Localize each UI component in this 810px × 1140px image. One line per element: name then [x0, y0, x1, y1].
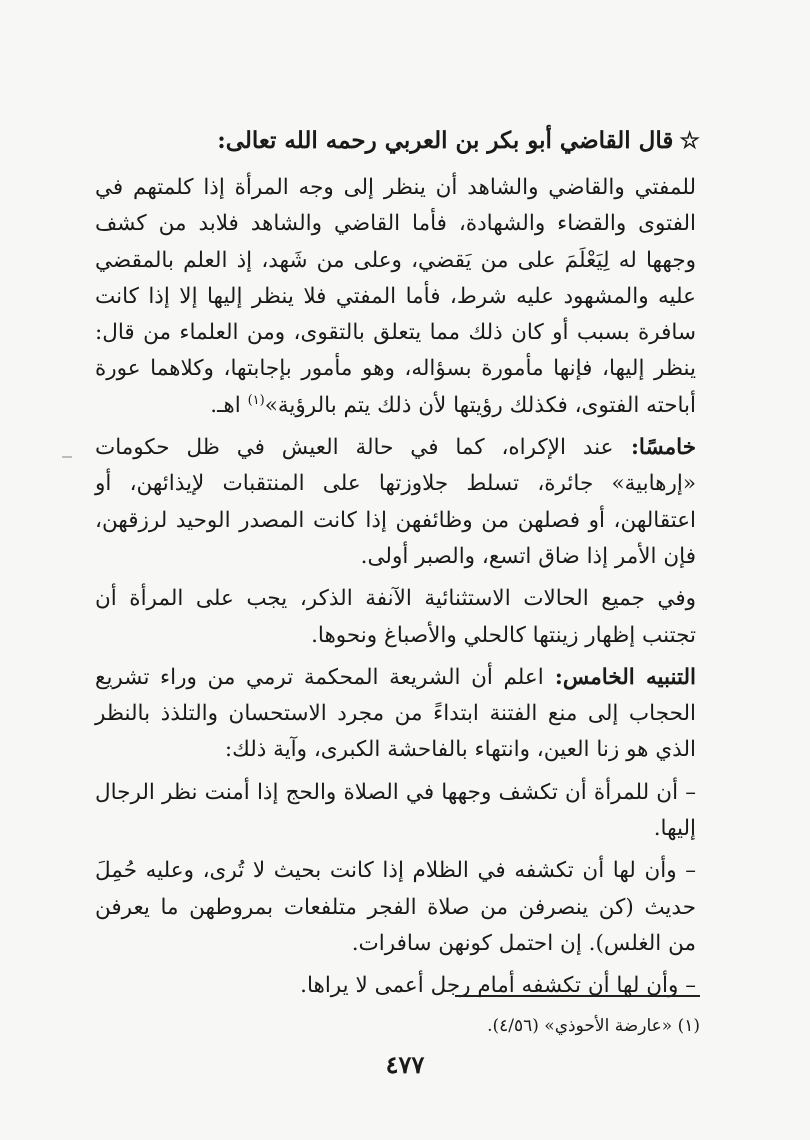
heading-text: قال القاضي أبو بكر بن العربي رحمه الله تعالى: [217, 127, 674, 154]
section-heading [95, 120, 700, 162]
list-item [95, 853, 700, 962]
page-number: ٤٧٧ [385, 1050, 425, 1079]
paragraph-fifth-note [95, 660, 700, 769]
footnote-separator [455, 995, 700, 997]
paragraph-lead: خامسًا: [613, 435, 696, 461]
margin-mark [62, 456, 72, 458]
paragraph-text: للمفتي والقاضي والشاهد أن ينظر إلى وجه المرأة إذا كلمتهم في الفتوى والقضاء والشهادة، فأما القاضي والشاهد فلابد من كشف وجهها له لِيَعْلَمَ على من يَقضي، وعلى من شَهد، إذ العلم بالمقضي عليه والمشهود عليه شرط، فأما المفتي فلا ينظر إليها إلا إذا كانت سافرة بسبب أو كان ذلك مما يتعلق بالتقوى، ومن العلماء من قال: ينظر إليها، فإنها مأمورة بسؤاله، وهو مأمور بإجابتها، وكلاهما عورة أباحته الفتوى، فكذلك رؤيتها لأن ذلك يتم بالرؤية» [95, 175, 696, 418]
paragraph-text: – أن للمرأة أن تكشف وجهها في الصلاة والحج إذا أمنت نظر الرجال إليها. [95, 779, 696, 842]
list-item [95, 775, 700, 848]
paragraph-fifth [95, 430, 700, 575]
paragraph-exceptions [95, 581, 700, 654]
footnote-ref: (١) [247, 392, 265, 408]
paragraph-lead: التنبيه الخامس: [543, 664, 696, 690]
paragraph-text: عند الإكراه، كما في حالة العيش في ظل حكومات «إرهابية» جائرة، تسلط جلاوزتها على المنتقبات لإيذائهن، أو اعتقالهن، أو فصلهن من وظائفهن إذا كانت المصدر الوحيد لرزقهن، فإن الأمر إذا ضاق اتسع، والصبر أولى. [95, 435, 696, 569]
footnote: (١) «عارضة الأحوذي» (٤/٥٦). [487, 1016, 700, 1036]
paragraph-text: اعلم أن الشريعة المحكمة ترمي من وراء تشريع الحجاب إلى منع الفتنة ابتداءً من مجرد الاستحسان والتلذذ بالنظر الذي هو زنا العين، وانتهاء بالفاحشة الكبرى، وآية ذلك: [95, 664, 696, 763]
paragraph-text: وفي جميع الحالات الاستثنائية الآنفة الذكر، يجب على المرأة أن تجتنب إظهار زينتها كالحلي والأصباغ ونحوها. [95, 586, 696, 648]
paragraph-quote: للمفتي والقاضي والشاهد أن ينظر إلى وجه المرأة إذا كلمتهم في الفتوى والقضاء والشهادة، فأما القاضي والشاهد فلابد من كشف وجهها له لِيَعْلَمَ على من يَقضي، وعلى من شَهد، إذ العلم بالمقضي عليه والمشهود عليه شرط، فأما المفتي فلا ينظر إليها إلا إذا كانت سافرة بسبب أو كان ذلك مما يتعلق بالتقوى، ومن العلماء من قال: ينظر إليها، فإنها مأمورة بسؤاله، وهو مأمور بإجابتها، وكلاهما عورة أباحته الفتوى، فكذلك رؤيتها لأن ذلك يتم بالرؤية»$^{(١)}$ اهـ. [95, 175, 696, 418]
paragraph-text: – وأن لها أن تكشفه في الظلام إذا كانت بحيث لا تُرى، وعليه حُمِلَ حديث (كن ينصرفن من صلاة الفجر متلفعات بمروطهن ما يعرفن من الغلس). إن احتمل كونهن سافرات. [95, 858, 696, 956]
page-body [95, 120, 700, 1011]
star-icon: ☆ [679, 127, 700, 154]
paragraph-text: – وأن لها أن تكشفه أمام رجل أعمى لا يراها. [300, 973, 696, 999]
list-item [95, 968, 700, 1004]
